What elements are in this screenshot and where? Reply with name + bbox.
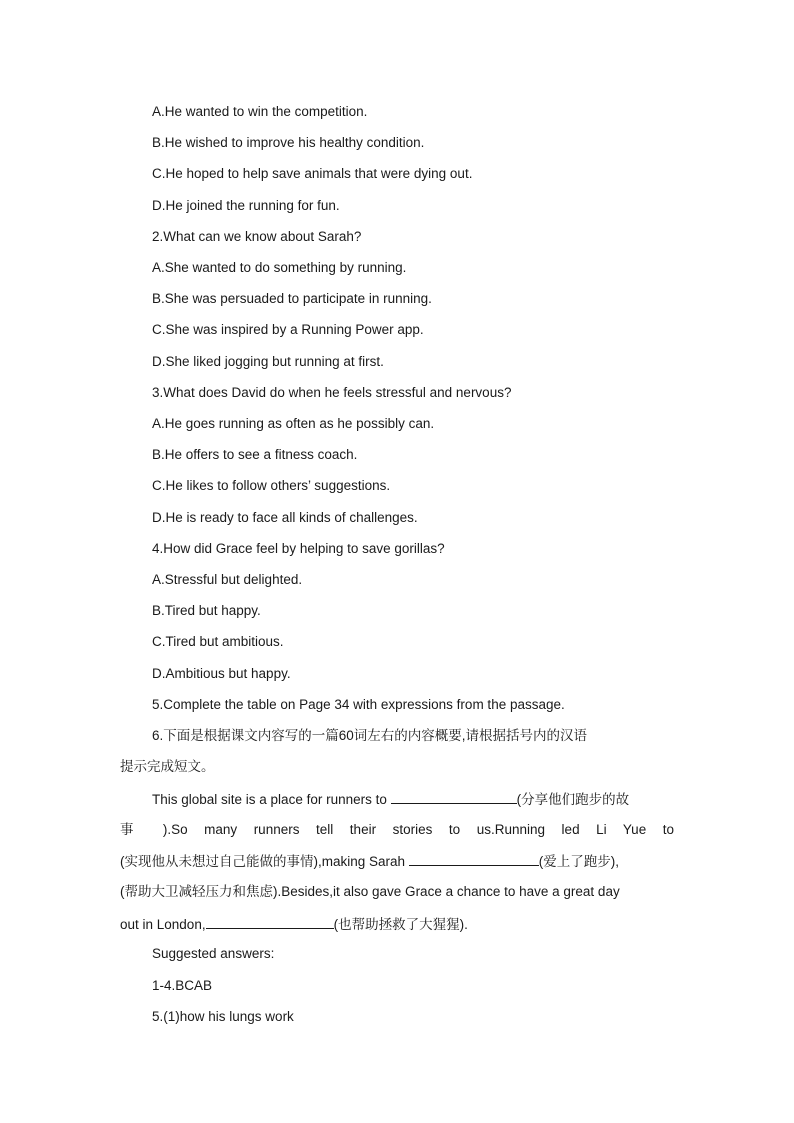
q6-intro-line1: 6.下面是根据课文内容写的一篇60词左右的内容概要,请根据括号内的汉语 <box>152 728 588 743</box>
q4-option-c: C.Tired but ambitious. <box>152 634 284 649</box>
answers-heading: Suggested answers: <box>152 946 275 961</box>
q1-option-a: A.He wanted to win the competition. <box>152 104 368 119</box>
q2-option-d: D.She liked jogging but running at first. <box>152 354 384 369</box>
q4-option-d: D.Ambitious but happy. <box>152 666 291 681</box>
q5-instruction: 5.Complete the table on Page 34 with expressions from the passage. <box>152 697 565 712</box>
q2-question: 2.What can we know about Sarah? <box>152 229 362 244</box>
q6-intro-line2: 提示完成短文。 <box>120 759 215 774</box>
summary-text: out in London, <box>120 917 206 932</box>
summary-line-5 <box>120 915 674 934</box>
q3-option-d: D.He is ready to face all kinds of challenges. <box>152 510 418 525</box>
q3-option-a: A.He goes running as often as he possibly can. <box>152 416 435 431</box>
summary-hint: (也帮助拯救了大猩猩). <box>333 917 468 932</box>
answer-1-4: 1-4.BCAB <box>152 978 213 993</box>
answer-5-1: 5.(1)how his lungs work <box>152 1009 294 1024</box>
summary-hint: (分享他们跑步的故 <box>516 792 630 807</box>
summary-hint: (爱上了跑步), <box>538 854 620 869</box>
summary-text: This global site is a place for runners to <box>152 792 391 807</box>
q4-question: 4.How did Grace feel by helping to save gorillas? <box>152 541 445 556</box>
answer-blank-2[interactable] <box>409 852 539 866</box>
summary-line-4: (帮助大卫减轻压力和焦虑).Besides,it also gave Grace a chance to have a great day <box>120 884 620 899</box>
q1-option-d: D.He joined the running for fun. <box>152 198 340 213</box>
summary-line-2: 事 ).So many runners tell their stories to us.Running led Li Yue to <box>120 822 674 837</box>
summary-line-1 <box>152 790 629 809</box>
summary-line-3 <box>120 852 674 871</box>
answer-blank-3[interactable] <box>206 915 334 929</box>
q3-option-c: C.He likes to follow others’ suggestions. <box>152 478 391 493</box>
answer-blank-1[interactable] <box>391 790 517 804</box>
q3-question: 3.What does David do when he feels stressful and nervous? <box>152 385 512 400</box>
q2-option-a: A.She wanted to do something by running. <box>152 260 407 275</box>
q1-option-c: C.He hoped to help save animals that were dying out. <box>152 166 473 181</box>
q4-option-a: A.Stressful but delighted. <box>152 572 303 587</box>
q1-option-b: B.He wished to improve his healthy condition. <box>152 135 425 150</box>
q4-option-b: B.Tired but happy. <box>152 603 261 618</box>
q2-option-b: B.She was persuaded to participate in running. <box>152 291 432 306</box>
summary-hint: (实现他从未想过自己能做的事情),making Sarah <box>120 854 409 869</box>
q3-option-b: B.He offers to see a fitness coach. <box>152 447 358 462</box>
q2-option-c: C.She was inspired by a Running Power app. <box>152 322 424 337</box>
